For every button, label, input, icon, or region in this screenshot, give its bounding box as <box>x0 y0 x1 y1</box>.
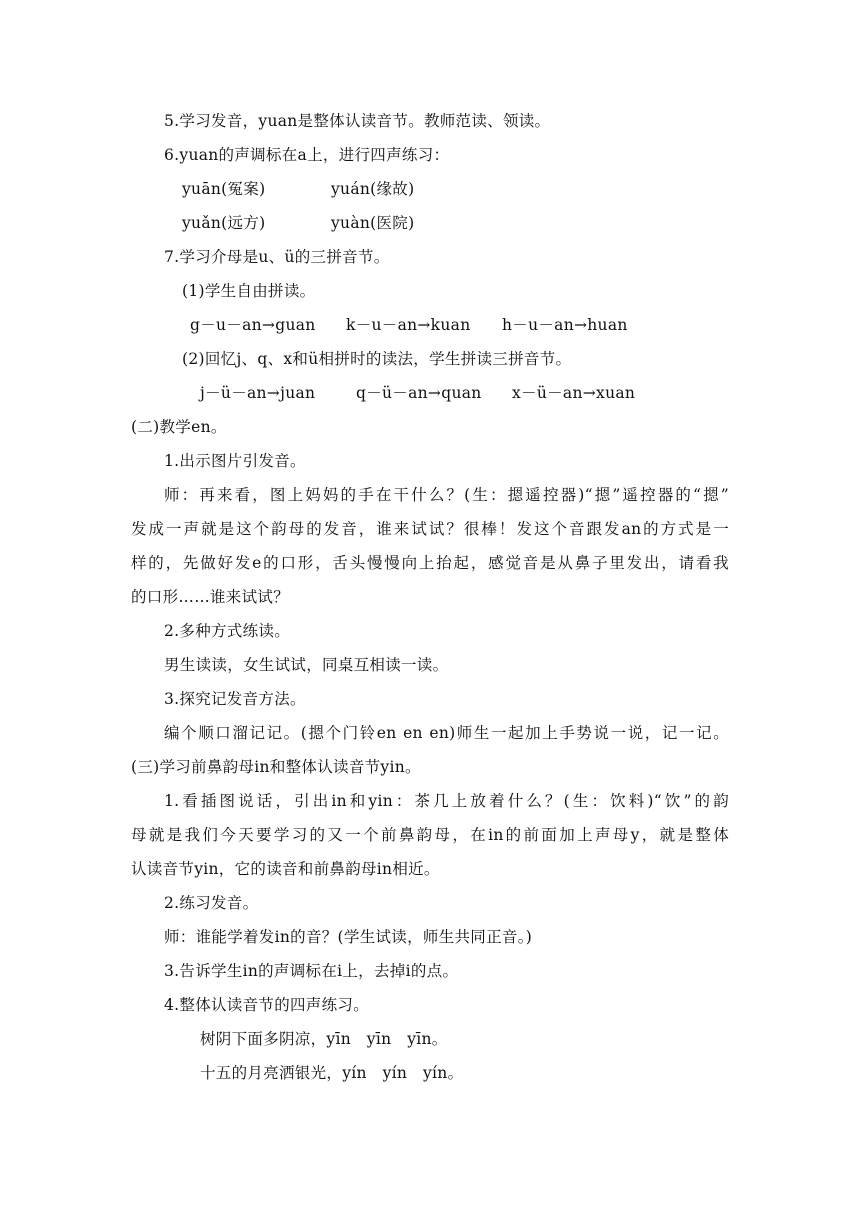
spelling-item: q－ü－an→quan <box>356 384 482 402</box>
paragraph-line: 发成一声就是这个韵母的发音，谁来试试？很棒！发这个音跟发an的方式是一 <box>131 520 729 538</box>
text-line: 5.学习发音，yuan是整体认读音节。教师范读、领读。 <box>164 112 551 130</box>
text-line: 编个顺口溜记记。(摁个门铃en en en)师生一起加上手势说一说，记一记。 <box>164 724 729 742</box>
spelling-item: j－ü－an→juan <box>200 384 316 402</box>
section-heading: (三)学习前鼻韵母in和整体认读音节yin。 <box>131 758 421 776</box>
text-line: 3.告诉学生in的声调标在i上，去掉i的点。 <box>164 962 459 980</box>
paragraph-line: 母就是我们今天要学习的又一个前鼻韵母，在in的前面加上声母y，就是整体 <box>131 826 729 844</box>
text-line: 1.出示图片引发音。 <box>164 452 306 470</box>
paragraph-line: 1.看插图说话，引出in和yin：茶几上放着什么？(生：饮料)“饮”的韵 <box>164 792 729 810</box>
text-line: 7.学习介母是u、ü的三拼音节。 <box>164 248 390 266</box>
text-line: 4.整体认读音节的四声练习。 <box>164 996 369 1014</box>
text-line: 男生读读，女生试试，同桌互相读一读。 <box>164 656 449 674</box>
spelling-item: g－u－an→guan <box>190 316 316 334</box>
tone-syllable: yuān(冤案) <box>182 180 266 198</box>
paragraph-line: 样的，先做好发e的口形，舌头慢慢向上抬起，感觉音是从鼻子里发出，请看我 <box>131 554 729 572</box>
text-line: (1)学生自由拼读。 <box>182 282 316 300</box>
practice-line: 十五的月亮洒银光，yín yín yín。 <box>200 1064 464 1082</box>
text-line: 2.练习发音。 <box>164 894 259 912</box>
text-line: 6.yuan的声调标在a上，进行四声练习： <box>164 146 450 164</box>
spelling-item: k－u－an→kuan <box>346 316 471 334</box>
text-line: 3.探究记发音方法。 <box>164 690 306 708</box>
section-heading: (二)教学en。 <box>131 418 227 436</box>
text-line: 师：谁能学着发in的音？(学生试读，师生共同正音。) <box>164 928 533 946</box>
paragraph-line: 认读音节yin，它的读音和前鼻韵母in相近。 <box>131 860 440 878</box>
paragraph-line: 师：再来看，图上妈妈的手在干什么？(生：摁遥控器)“摁”遥控器的“摁” <box>164 486 729 504</box>
tone-syllable: yuàn(医院) <box>331 214 415 232</box>
text-line: (2)回忆j、q、x和ü相拼时的读法，学生拼读三拼音节。 <box>182 350 572 368</box>
tone-syllable: yuán(缘故) <box>331 180 415 198</box>
tone-syllable: yuǎn(远方) <box>182 214 266 232</box>
spelling-item: x－ü－an→xuan <box>512 384 636 402</box>
spelling-item: h－u－an→huan <box>502 316 628 334</box>
practice-line: 树阴下面多阴凉，yīn yīn yīn。 <box>200 1030 448 1048</box>
text-line: 2.多种方式练读。 <box>164 622 290 640</box>
paragraph-line: 的口形……谁来试试？ <box>131 588 290 606</box>
